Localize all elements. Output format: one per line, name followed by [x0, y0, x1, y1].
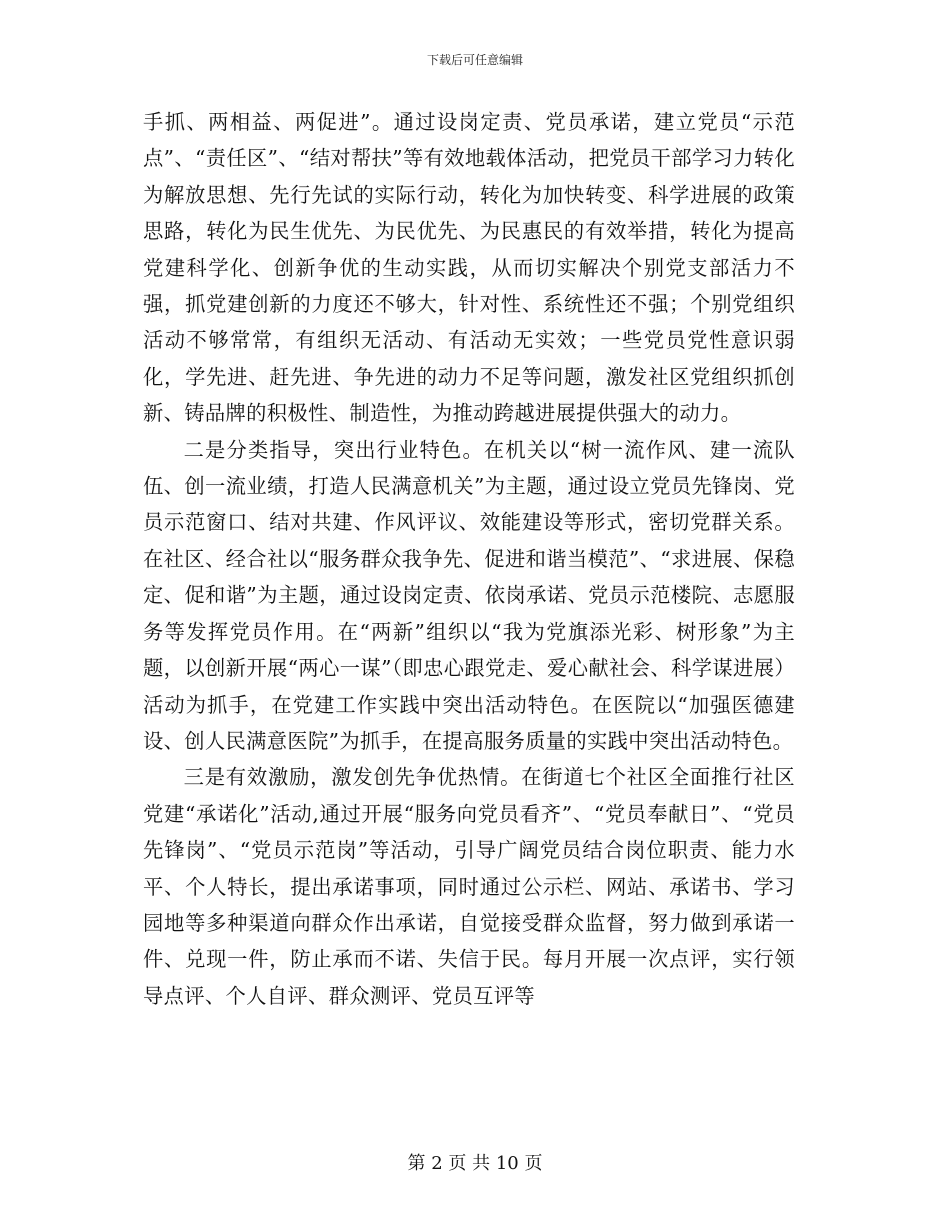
- document-body: [143, 104, 795, 1014]
- paragraph-continuation: 手抓、两相益、两促进”。通过设岗定责、党员承诺，建立党员“示范点”、“责任区”、“结对帮扶”等有效地载体活动，把党员干部学习力转化为解放思想、先行先试的实际行动，转化为加快转变、科学进展的政策思路，转化为民生优先、为民优先、为民惠民的有效举措，转化为提高党建科学化、创新争优的生动实践，从而切实解决个别党支部活力不强，抓党建创新的力度还不够大，针对性、系统性还不强；个别党组织活动不够常常，有组织无活动、有活动无实效；一些党员党性意识弱化，学先进、赶先进、争先进的动力不足等问题，激发社区党组织抓创新、铸品牌的积极性、制造性，为推动跨越进展提供强大的动力。: [143, 110, 795, 426]
- paragraph-classified-guidance: 二是分类指导，突出行业特色。在机关以“树一流作风、建一流队伍、创一流业绩，打造人民满意机关”为主题，通过设立党员先锋岗、党员示范窗口、结对共建、作风评议、效能建设等形式，密切党群关系。在社区、经合社以“服务群众我争先、促进和谐当模范”、“求进展、保稳定、促和谐”为主题，通过设岗定责、依岗承诺、党员示范楼院、志愿服务等发挥党员作用。在“两新”组织以“我为党旗添光彩、树形象”为主题，以创新开展“两心一谋”（即忠心跟党走、爱心献社会、科学谋进展）活动为抓手，在党建工作实践中突出活动特色。在医院以“加强医德建设、创人民满意医院”为抓手，在提高服务质量的实践中突出活动特色。: [143, 437, 795, 753]
- page-number-footer: 第 2 页 共 10 页: [407, 1153, 543, 1174]
- page-header-note: 下载后可任意编辑: [426, 53, 523, 67]
- paragraph-effective-incentive: 三是有效激励，激发创先争优热情。在街道七个社区全面推行社区党建“承诺化”活动,通过开展“服务向党员看齐”、“党员奉献日”、“党员先锋岗”、“党员示范岗”等活动，引导广阔党员结合岗位职责、能力水平、个人特长，提出承诺事项，同时通过公示栏、网站、承诺书、学习园地等多种渠道向群众作出承诺，自觉接受群众监督，努力做到承诺一件、兑现一件，防止承而不诺、失信于民。每月开展一次点评，实行领导点评、个人自评、群众测评、党员互评等: [143, 765, 795, 1008]
